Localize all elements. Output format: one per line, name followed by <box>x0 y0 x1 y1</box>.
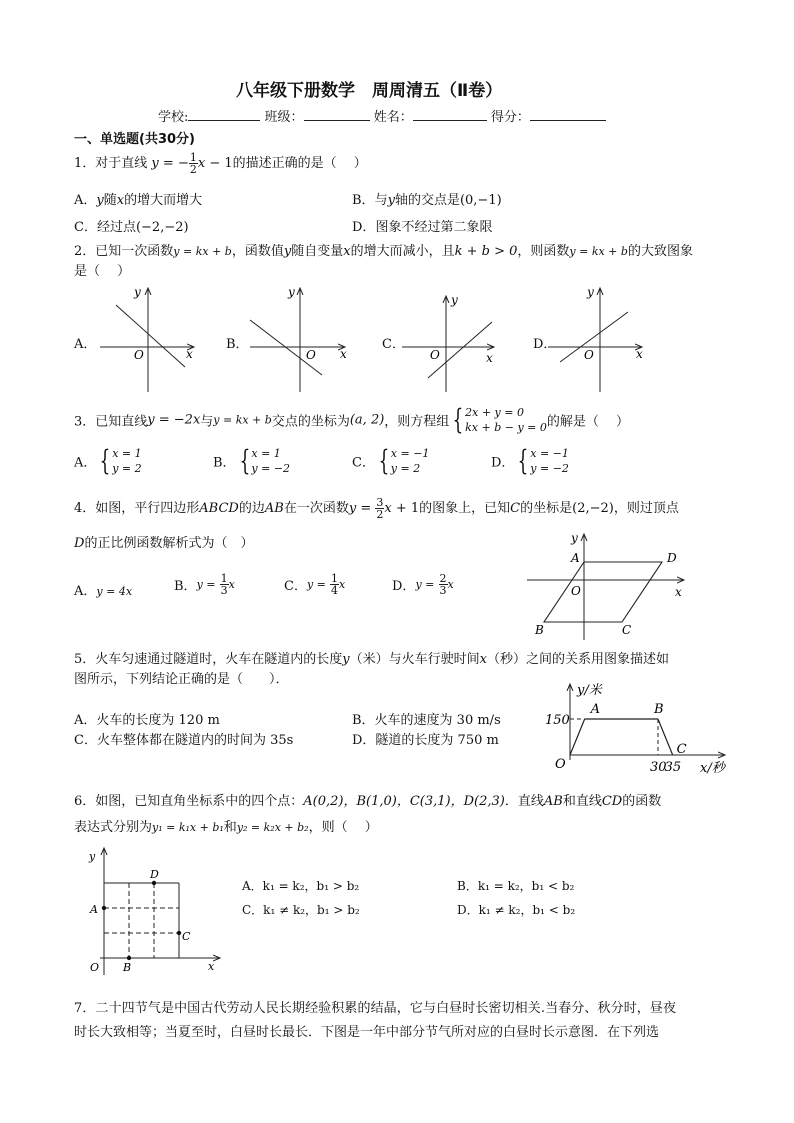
q5-x-tick: 35 <box>664 760 682 775</box>
section-heading: 一、单选题(共30分) <box>74 132 195 147</box>
class-field[interactable] <box>304 107 370 121</box>
q5-chart <box>0 676 794 776</box>
q5-option-d[interactable]: D．隧道的长度为 750 m <box>352 733 499 748</box>
q4-y-label: y <box>571 531 578 545</box>
score-label: 得分： <box>490 110 530 125</box>
q7-stem-line2: 时长大致相等；当夏至时，白昼时长最长．下图是一年中部分节气所对应的白昼时长示意图．在下列选 <box>74 1025 660 1040</box>
q5-point-label: B <box>654 702 664 717</box>
q6-origin: O <box>90 961 100 974</box>
school-label: 学校: <box>158 110 189 125</box>
q1-option-b[interactable]: B．与y轴的交点是(0,−1) <box>352 193 502 208</box>
q6-y-label: y <box>89 850 96 863</box>
q2-stem-line1: 2．已知一次函数y = kx + b，函数值y随自变量x的增大而减小，且k + b > 0，则函数y = kx + b的大致图象 <box>74 244 693 259</box>
q2-graph-b <box>250 285 347 392</box>
q4-x-label: x <box>675 585 682 599</box>
q2-option-d-label[interactable]: D． <box>533 337 557 352</box>
q5-stem-line2: 图所示，下列结论正确的是（ ）． <box>74 672 289 687</box>
svg-text:x: x <box>636 347 643 361</box>
name-label: 姓名： <box>373 110 413 125</box>
info-line <box>158 106 606 125</box>
q6-point-d: D <box>150 868 159 881</box>
q4-point-b: B <box>535 623 544 637</box>
q1-stem: 1．对于直线 y = − $\frac{1}{2}$ x − 1的描述正确的是（ ） <box>74 151 367 176</box>
svg-text:x: x <box>340 347 347 361</box>
svg-text:y: y <box>288 285 295 299</box>
q1-option-d[interactable]: D．图象不经过第二象限 <box>352 220 493 235</box>
q5-origin: O <box>555 757 566 772</box>
q5-y-tick: 150 <box>545 713 570 728</box>
q2-option-a-label[interactable]: A． <box>74 337 97 352</box>
q6-stem-line2: 表达式分别为y₁ = k₁x + b₁和y₂ = k₂x + b₂，则（ ） <box>74 820 378 835</box>
q4-point-d: D <box>667 551 677 565</box>
score-field[interactable] <box>530 107 606 121</box>
svg-text:O: O <box>134 348 144 362</box>
q4-option-a[interactable]: A．y = 4x <box>74 584 133 599</box>
q1-text: 1．对于直线 <box>74 156 148 171</box>
q1-option-a[interactable]: A．y随x的增大而增大 <box>74 193 203 208</box>
q1-eq-left: y <box>151 156 159 171</box>
q3-option-d[interactable]: D． { x = −1 y = −2 <box>491 444 569 477</box>
q6-point-b: B <box>123 961 132 974</box>
q6-stem-line1: 6．如图，已知直角坐标系中的四个点：A(0,2)，B(1,0)，C(3,1)，D(2,3)．直线AB和直线CD的函数 <box>74 794 662 809</box>
q2-graph-a <box>100 285 194 392</box>
q5-series-segment <box>658 719 673 755</box>
q5-x-axis-label: x/秒 <box>700 761 725 776</box>
q3-option-b[interactable]: B． { x = 1 y = −2 <box>213 444 291 477</box>
q2-graphs <box>0 280 794 400</box>
school-field[interactable] <box>188 107 260 121</box>
q3-option-a[interactable]: A． { x = 1 y = 2 <box>74 444 142 477</box>
q6-option-b[interactable]: B．k₁ = k₂，b₁ < b₂ <box>457 879 575 893</box>
svg-text:O: O <box>430 348 440 362</box>
q3-option-c[interactable]: C． { x = −1 y = 2 <box>352 444 430 477</box>
q6-option-d[interactable]: D．k₁ ≠ k₂，b₁ < b₂ <box>457 903 576 917</box>
svg-text:O: O <box>584 348 594 362</box>
q5-stem-line1: 5．火车匀速通过隧道时，火车在隧道内的长度y（米）与火车行驶时间x（秒）之间的关系用图象描述如 <box>74 652 670 667</box>
q7-stem-line1: 7．二十四节气是中国古代劳动人民长期经验积累的结晶，它与白昼时长密切相关.当春分、秋分时，昼夜 <box>74 1001 677 1016</box>
q1-option-c[interactable]: C．经过点(−2,−2) <box>74 220 189 235</box>
q4-fraction: $\frac{3}{2}$ <box>376 496 384 521</box>
class-label: 班级： <box>264 110 304 125</box>
q3-stem: 3．已知直线y = −2x与y = kx + b交点的坐标为(a, 2)，则方程组 { 2x + y = 0 kx + b − y = 0的解是（ ） <box>74 403 630 436</box>
q4-stem-line2: D的正比例函数解析式为（ ） <box>74 536 254 551</box>
name-field[interactable] <box>413 107 487 121</box>
q6-point-a: A <box>90 903 98 916</box>
q4-point-a: A <box>571 551 580 565</box>
q2-stem-line2: 是（ ） <box>74 264 131 279</box>
svg-text:y: y <box>587 285 594 299</box>
q4-option-b[interactable]: B．y = $\frac{1}{3}$ x <box>174 572 235 597</box>
q2-option-b-label[interactable]: B． <box>226 337 249 352</box>
q2-graph-c <box>402 293 494 392</box>
q4-origin: O <box>571 584 581 598</box>
q4-point-c: C <box>622 623 632 637</box>
q5-option-b[interactable]: B．火车的速度为 30 m/s <box>352 713 501 728</box>
svg-text:O: O <box>306 348 316 362</box>
q4-figure <box>0 530 794 642</box>
q5-point-label: A <box>590 702 601 717</box>
q6-figure <box>0 842 794 978</box>
q6-option-a[interactable]: A．k₁ = k₂，b₁ > b₂ <box>242 879 360 893</box>
q6-option-c[interactable]: C．k₁ ≠ k₂，b₁ > b₂ <box>242 903 360 917</box>
q4-stem-line1: 4．如图，平行四边形ABCD的边AB在一次函数y = $\frac{3}{2}$ x + 1的图象上，已知C的坐标是(2,−2)，则过顶点 <box>74 496 679 521</box>
q4-parallelogram <box>544 562 662 622</box>
svg-text:x: x <box>186 347 193 361</box>
q6-point-c: C <box>182 930 191 943</box>
q1-fraction: $\frac{1}{2}$ <box>189 151 197 176</box>
svg-text:y: y <box>451 293 458 307</box>
q5-point-label: C <box>676 742 687 757</box>
q4-option-c[interactable]: C．y = $\frac{1}{4}$ x <box>284 572 346 597</box>
svg-text:x: x <box>486 351 493 365</box>
q2-option-c-label[interactable]: C． <box>382 337 405 352</box>
q2-graph-d <box>548 285 643 392</box>
page-title: 八年级下册数学 周周清五（Ⅱ卷） <box>236 81 503 101</box>
q6-x-label: x <box>208 960 215 973</box>
q5-option-a[interactable]: A．火车的长度为 120 m <box>74 713 220 728</box>
q1-text-end: 的描述正确的是（ ） <box>232 156 367 171</box>
q5-option-c[interactable]: C．火车整体都在隧道内的时间为 35s <box>74 733 294 748</box>
q4-option-d[interactable]: D．y = $\frac{2}{3}$ x <box>392 572 454 597</box>
q5-y-axis-label: y/米 <box>577 683 602 698</box>
q5-x-tick: 30 <box>650 760 667 775</box>
svg-text:y: y <box>134 285 141 299</box>
q5-series-segment <box>570 719 585 755</box>
